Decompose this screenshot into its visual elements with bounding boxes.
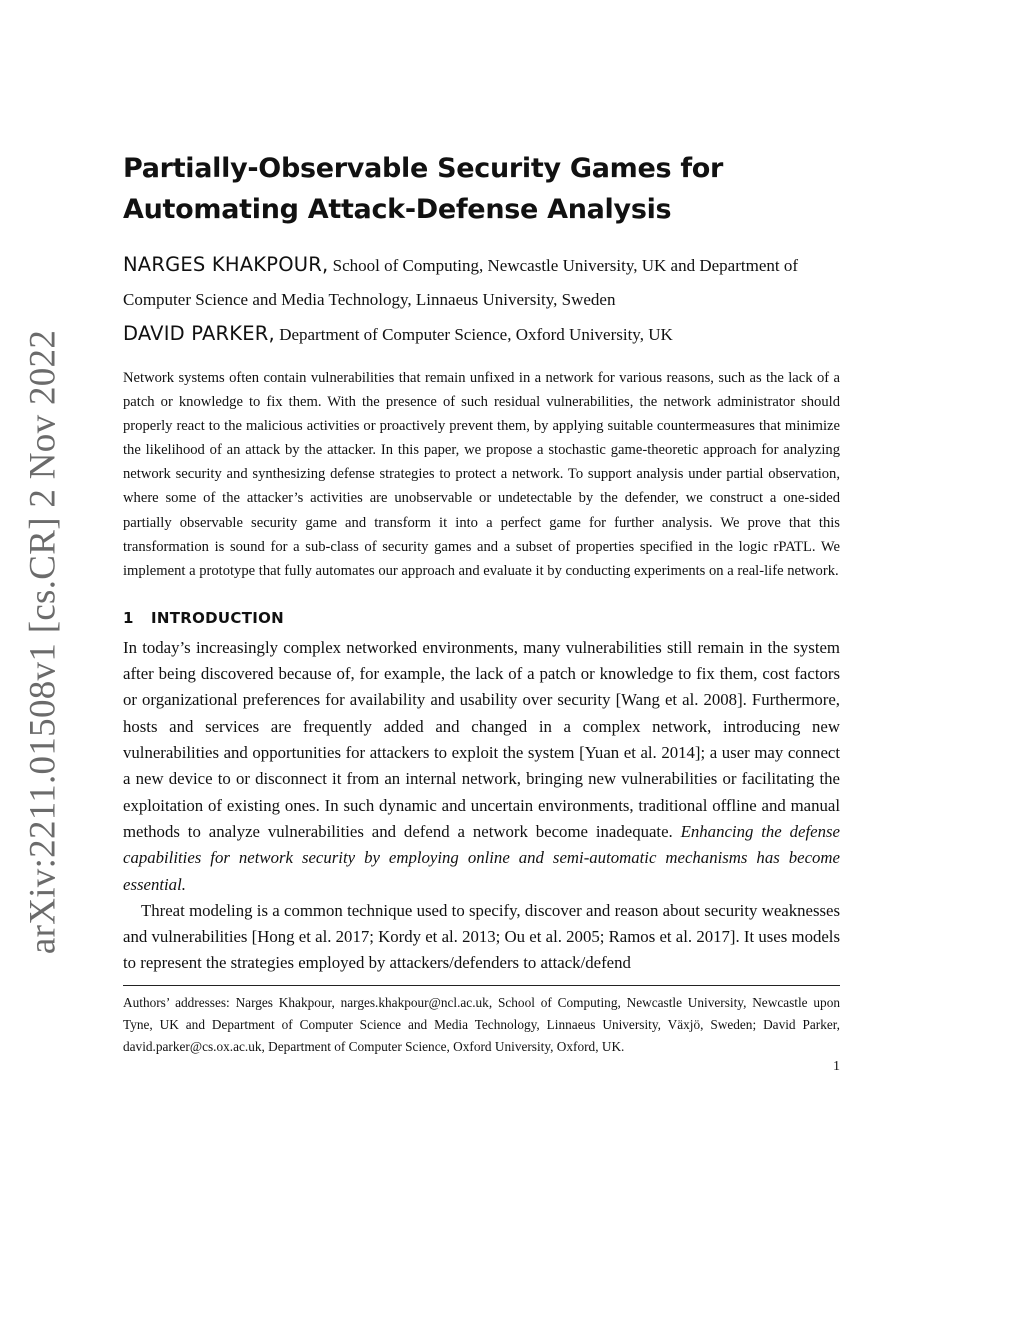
emphasized-text: Enhancing the defense capabilities for network security by employing online and semi-automatic mechanisms has become essential. (123, 821, 840, 894)
body-text (123, 635, 840, 977)
author-name: NARGES KHAKPOUR, (123, 253, 329, 276)
section-heading (123, 609, 840, 627)
paper-page (123, 148, 840, 1075)
paragraph: Threat modeling is a common technique used to specify, discover and reason about security weaknesses and vulnerabilities [Hong et al. 2017; Kordy et al. 2013; Ou et al. 2005; Ramos et al. 2017]. It uses models to represent the strategies employed by attackers/defenders to attack/defend (123, 900, 840, 973)
author-affiliation: Department of Computer Science, Oxford University, UK (274, 325, 673, 344)
paragraph (123, 635, 840, 898)
paragraph-text: In today’s increasingly complex networked environments, many vulnerabilities still remain in the system after being discovered because of, for example, the lack of a patch or knowledge to fix them, cost factors or organizational preferences for availability and usability over security [Wang et al. 2008]. Furthermore, hosts and services are frequently added and changed in a complex network, introducing new vulnerabilities and opportunities for attackers to exploit the system [Yuan et al. 2014]; a user may connect a new device to or disconnect it from an internal network, bringing new vulnerabilities or facilitating the exploitation of existing ones. In such dynamic and uncertain environments, traditional offline and manual methods to analyze vulnerabilities and defend a network become inadequate. (123, 637, 840, 841)
paper-title: Partially-Observable Security Games for Automating Attack-Defense Analysis (123, 153, 724, 225)
author-footnote: Authors’ addresses: Narges Khakpour, narges.khakpour@ncl.ac.uk, School of Computing, Newcastle University, Newcastle upon Tyne, UK and Department of Computer Science and Media Technology, Linnaeus University, Växjö, Sweden; David Parker, david.parker@cs.ox.ac.uk, Department of Computer Science, Oxford University, Oxford, UK. (123, 985, 840, 1058)
section-title: INTRODUCTION (151, 608, 285, 627)
abstract: Network systems often contain vulnerabilities that remain unfixed in a network for various reasons, such as the lack of a patch or knowledge to fix them. With the presence of such residual vulnerabilities, the network administrator should properly react to the malicious activities or proactively prevent them, by applying suitable countermeasures that minimize the likelihood of an attack by the attacker. In this paper, we propose a stochastic game-theoretic approach for analyzing network security and synthesizing defense strategies to protect a network. To support analysis under partial observation, where some of the attacker’s activities are unobservable or undetectable by the defender, we construct a one-sided partially observable security game and transform it into a perfect game for further analysis. We prove that this transformation is sound for a sub-class of security games and a subset of properties specified in the logic rPATL. We implement a prototype that fully automates our approach and evaluate it by conducting experiments on a real-life network. (123, 370, 840, 579)
author-name: DAVID PARKER, (123, 322, 275, 345)
page-number: 1 (833, 1058, 840, 1074)
arxiv-sidebar (0, 329, 86, 955)
author-affiliation: School of Computing, Newcastle University, UK and Department of Computer Science and Media Technology, Linnaeus University, Sweden (123, 256, 798, 309)
author-block (123, 248, 840, 352)
arxiv-identifier: arXiv:2211.01508v1 [cs.CR] 2 Nov 2022 (22, 329, 64, 955)
section-number: 1 (123, 608, 134, 627)
